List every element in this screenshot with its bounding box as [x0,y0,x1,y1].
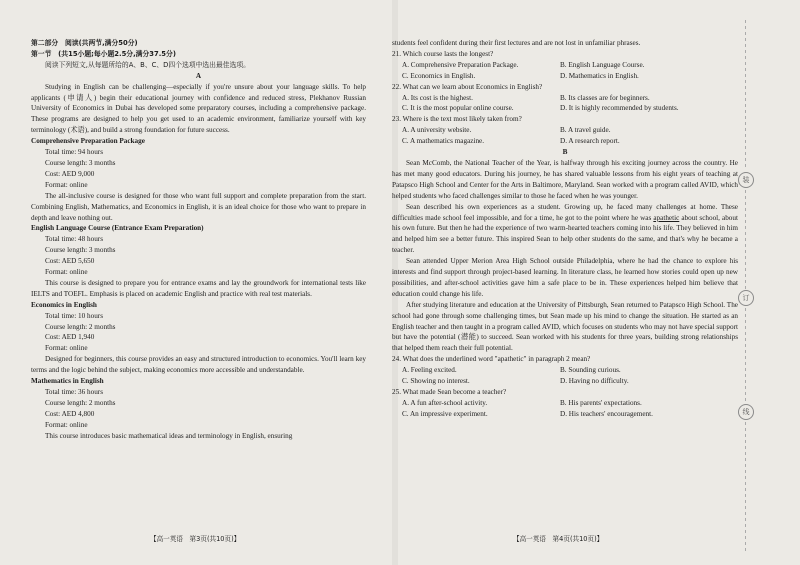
option-b: B. Sounding curious. [560,366,621,375]
binding-mark: 订 [738,290,754,306]
course-description: The all-inclusive course is designed for those who want full support and complete preparation from the start. Combining English, Mathematics, and Economics in English, it is an ideal choice for those who want to prepare in depth and leave nothing out. [31,191,366,222]
passage-a-continuation: students feel confident during their first lectures and are not lost in unfamiliar phrases. [392,39,641,47]
question-stem: 22. What can we learn about Economics in English? [392,82,543,91]
course-total-time: Total time: 10 hours [45,311,103,320]
question [392,82,738,115]
option-a: A. Feeling excited. [402,366,457,375]
option-d: D. A research report. [560,137,620,146]
option-d: D. It is highly recommended by students. [560,104,679,113]
binding-line [745,20,746,170]
binding-line [745,422,746,552]
course-block [31,223,366,299]
course-title: English Language Course (Entrance Exam Preparation) [31,224,204,233]
option-b: B. His parents' expectations. [560,398,642,407]
option-d: D. His teachers' encouragement. [560,409,653,418]
course-cost: Cost: AED 5,650 [45,257,95,266]
page-footer: 【高一英语 第3页(共10页)】 [150,535,241,543]
option-a: A. Comprehensive Preparation Package. [402,60,519,69]
question-stem: 23. Where is the text most likely taken from? [392,115,522,124]
course-block [31,376,366,441]
passage-b-paragraph-underlined: Sean described his own experiences as a student. Growing up, he faced many challenges at home. These difficulties made school feel impossible, and for a time, he got to the point where he was apathetic about school, about his own future. But then he had the experience of two warm-hearted teachers coming into his life. They believed in him and helped him see a better future. This inspired Sean to help other students do the same, and that's why he became a teacher. [392,202,738,255]
course-title: Comprehensive Preparation Package [31,137,145,146]
course-block [31,300,366,376]
course-length: Course length: 2 months [45,398,116,407]
passage-b-paragraph: After studying literature and education at the University of Pittsburgh, Sean returned to Patapsco High School. The school had gone through some challenging times, but Sean made up his mind to change the situation. He started as an English teacher and then taught in a program called AVID, which focuses on students who may not have special support but have the potential (潜能) to succeed. Sean worked with his students for three years, building strong relationships that helped them reach their full potential. [392,300,738,353]
part-heading: 第二部分 阅读(共两节,满分50分) [31,39,138,47]
section-heading: 第一节 (共15小题;每小题2.5分,满分37.5分) [31,49,176,58]
option-c: C. It is the most popular online course. [402,104,514,113]
right-page [392,0,800,565]
passage-b-letter: B [562,148,568,157]
option-a: A. Its cost is the highest. [402,93,473,102]
course-format: Format: online [45,268,88,277]
option-c: C. Economics in English. [402,71,476,80]
question-stem: 21. Which course lasts the longest? [392,49,494,58]
course-title: Economics in English [31,300,97,309]
course-cost: Cost: AED 9,000 [45,169,95,178]
course-length: Course length: 3 months [45,158,116,167]
binding-line [745,308,746,404]
question [392,49,738,82]
passage-a-intro: Studying in English can be challenging—especially if you're unsure about your language skills. To help applicants (申请人) begin their educational journey with confidence and reduced stress, Plekhanov Russian University of Economics in Dubai has developed some preparatory courses, including a comprehensive package. These programs are designed to help you get used to an academic environment, familiarize yourself with key terminology (术语), and build a strong foundation for future success. [31,82,366,135]
left-column [31,38,366,442]
option-a: A. A fun after-school activity. [402,398,488,407]
option-a: A. A university website. [402,126,472,135]
option-b: B. Its classes are for beginners. [560,93,650,102]
passage-a-letter: A [195,71,202,80]
question [392,354,738,387]
question-stem: 25. What made Sean become a teacher? [392,388,507,396]
course-format: Format: online [45,180,88,189]
course-title: Mathematics in English [31,377,104,386]
option-b: B. English Language Course. [560,60,645,69]
course-format: Format: online [45,420,88,429]
binding-line [745,190,746,290]
course-description: This course introduces basic mathematical ideas and terminology in English, ensuring [45,431,293,440]
passage-b-paragraph: Sean McComb, the National Teacher of the Year, is halfway through his exciting journey across the country. He has met many good educators. During his journey, he has shared valuable lessons from his eight years of teaching at Patapsco High School and Center for the Arts in Baltimore, Maryland. Sean worked with a program called AVID, which helped students who faced challenges similar to those he faced when he was younger. [392,158,738,200]
course-description: Designed for beginners, this course provides an easy and structured introduction to economics. You'll learn key terms and the logic behind the subject, making economics more accessible and understandable. [31,355,366,375]
instruction-text: 阅读下列短文,从每题所给的A、B、C、D四个选项中选出最佳选项。 [45,60,250,69]
course-format: Format: online [45,344,88,353]
option-c: C. Showing no interest. [402,377,470,386]
course-total-time: Total time: 94 hours [45,148,103,157]
question-stem: 24. What does the underlined word "apathetic" in paragraph 2 mean? [392,355,591,364]
course-cost: Cost: AED 4,800 [45,409,95,418]
option-c: C. An impressive experiment. [402,409,488,418]
option-c: C. A mathematics magazine. [402,137,485,146]
course-block [31,136,366,223]
course-description: This course is designed to prepare you for entrance exams and lay the groundwork for international tests like IELTS and TOEFL. Emphasis is placed on academic English and practice with real test materials. [31,278,366,298]
binding-mark: 线 [738,404,754,420]
right-column [392,38,738,420]
course-total-time: Total time: 48 hours [45,235,103,244]
question [392,114,738,147]
course-cost: Cost: AED 1,940 [45,333,95,342]
page-footer: 【高一英语 第4页(共10页)】 [513,535,604,543]
course-length: Course length: 2 months [45,322,116,331]
binding-mark: 装 [738,172,754,188]
left-page [0,0,392,565]
option-d: D. Having no difficulty. [560,377,629,386]
course-length: Course length: 3 months [45,246,116,255]
passage-b-paragraph: Sean attended Upper Merion Area High School outside Philadelphia, where he had the chance to explore his interests and find support through project-based learning. In literature class, he learned how stories could open up new possibilities, and after-school activities gave him a safe place to be in. These experiences helped him believe that education could change his life. [392,257,738,298]
course-total-time: Total time: 36 hours [45,388,103,396]
option-b: B. A travel guide. [560,126,611,135]
question [392,387,738,420]
option-d: D. Mathematics in English. [560,71,639,80]
